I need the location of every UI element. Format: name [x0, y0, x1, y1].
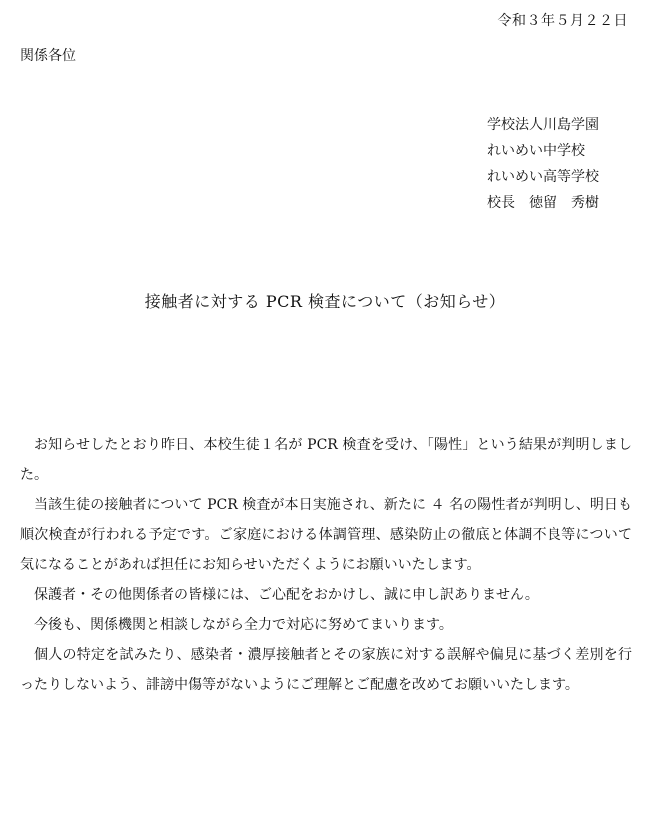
sender-high-school: れいめい高等学校	[487, 169, 599, 185]
notice-body	[20, 430, 632, 700]
sender-block	[487, 112, 599, 216]
paragraph-discrimination-warning: 個人の特定を試みたり、感染者・濃厚接触者とその家族に対する誤解や偏見に基づく差別を行ったりしないよう、誹謗中傷等がないようにご理解とご配慮を改めてお願いいたします。	[20, 647, 632, 693]
paragraph-contact-testing: 当該生徒の接触者について PCR 検査が本日実施され、新たに ４ 名の陽性者が判明し、明日も順次検査が行われる予定です。ご家庭における体調管理、感染防止の徹底と体調不良等について気になることがあれば担任にお知らせいただくようにお願いいたします。	[20, 497, 632, 573]
document-date: 令和３年５月２２日	[497, 13, 628, 29]
notice-title: 接触者に対する PCR 検査について（お知らせ）	[144, 292, 506, 311]
paragraph-apology: 保護者・その他関係者の皆様には、ご心配をおかけし、誠に申し訳ありません。	[34, 587, 539, 603]
addressee: 関係各位	[20, 48, 76, 64]
paragraph-response: 今後も、関係機関と相談しながら全力で対応に努めてまいります。	[34, 617, 453, 633]
paragraph-positive-case: お知らせしたとおり昨日、本校生徒１名が PCR 検査を受け、「陽性」という結果が判明しました。	[20, 437, 632, 483]
sender-corporation: 学校法人川島学園	[487, 117, 599, 133]
sender-junior-high: れいめい中学校	[487, 143, 585, 159]
sender-principal: 校長 徳留 秀樹	[487, 195, 599, 211]
